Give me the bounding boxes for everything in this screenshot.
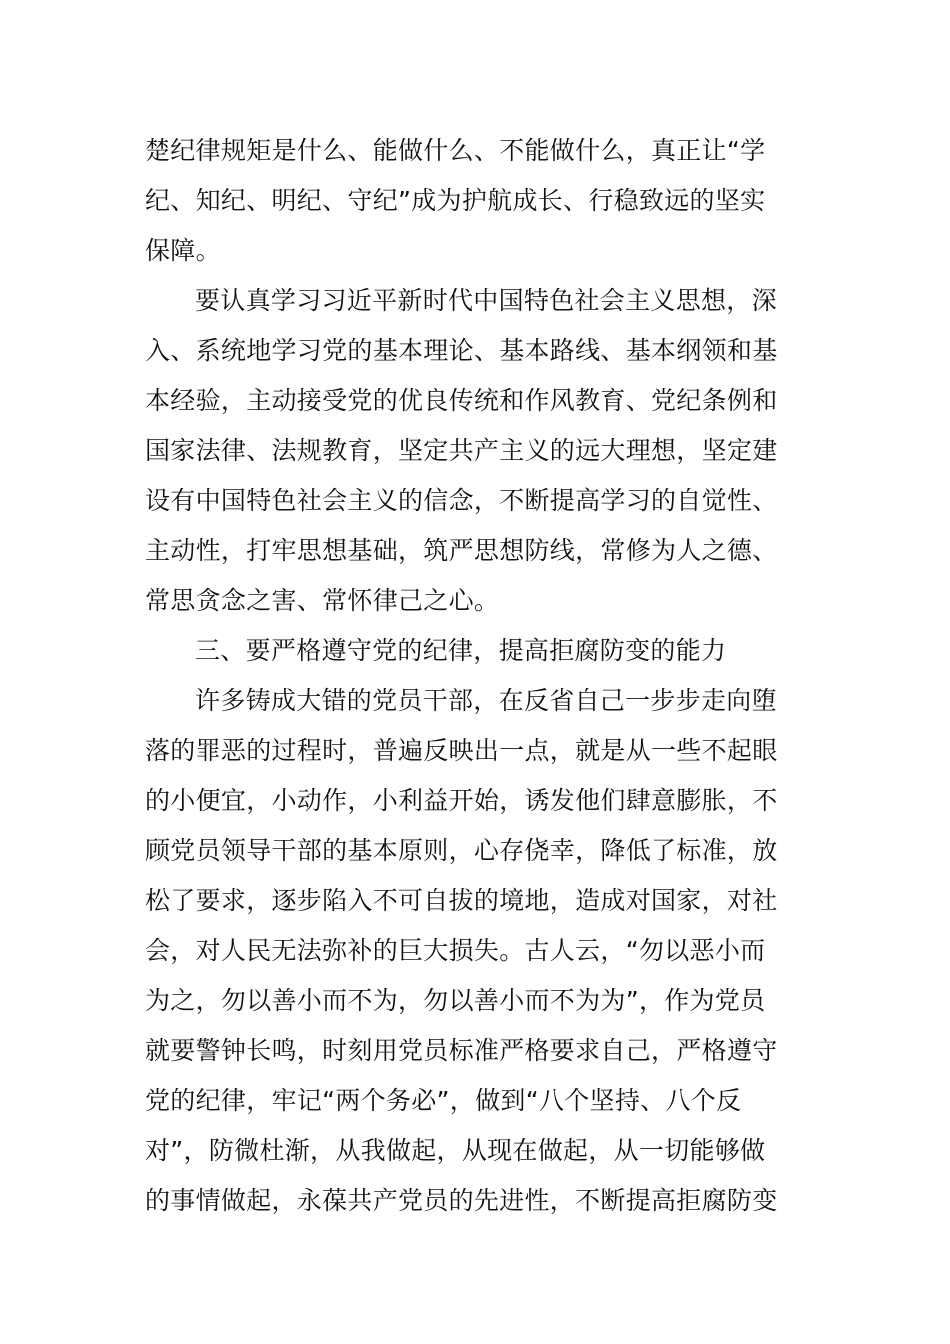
text-line: 保障。 [145, 236, 221, 265]
text-line: 落的罪恶的过程时，普遍反映出一点，就是从一些不起眼 [145, 736, 778, 765]
text-line: 为之，勿以善小而不为，勿以善小而不为为”，作为党员 [145, 986, 766, 1015]
text-line: 常思贪念之害、常怀律己之心。 [145, 586, 500, 615]
body-text [145, 126, 810, 1226]
text-line: 松了要求，逐步陷入不可自拔的境地，造成对国家，对社 [145, 886, 778, 915]
text-line: 的事情做起，永葆共产党员的先进性，不断提高拒腐防变 [145, 1186, 778, 1215]
section-heading: 三、要严格遵守党的纪律，提高拒腐防变的能力 [195, 636, 727, 665]
text-line: 纪、知纪、明纪、守纪”成为护航成长、行稳致远的坚实 [145, 186, 766, 215]
text-line: 就要警钟长鸣，时刻用党员标准严格要求自己，严格遵守 [145, 1036, 778, 1065]
text-line: 国家法律、法规教育，坚定共产主义的远大理想，坚定建 [145, 436, 778, 465]
text-line: 的小便宜，小动作，小利益开始，诱发他们肆意膨胀，不 [145, 786, 778, 815]
paragraph-start-line: 要认真学习习近平新时代中国特色社会主义思想，深 [195, 286, 777, 315]
text-line: 设有中国特色社会主义的信念，不断提高学习的自觉性、 [145, 486, 778, 515]
text-line: 入、系统地学习党的基本理论、基本路线、基本纲领和基 [145, 336, 778, 365]
text-line: 党的纪律，牢记“两个务必”，做到“八个坚持、八个反 [145, 1086, 742, 1115]
text-line: 对”，防微杜渐，从我做起，从现在做起，从一切能够做 [145, 1136, 766, 1165]
paragraph-start-line: 许多铸成大错的党员干部，在反省自己一步步走向堕 [195, 686, 777, 715]
text-line: 会，对人民无法弥补的巨大损失。古人云，“勿以恶小而 [145, 936, 766, 965]
text-line: 顾党员领导干部的基本原则，心存侥幸，降低了标准，放 [145, 836, 778, 865]
text-line: 主动性，打牢思想基础，筑严思想防线，常修为人之德、 [145, 536, 778, 565]
text-line: 本经验，主动接受党的优良传统和作风教育、党纪条例和 [145, 386, 778, 415]
text-line: 楚纪律规矩是什么、能做什么、不能做什么，真正让“学 [145, 136, 766, 165]
